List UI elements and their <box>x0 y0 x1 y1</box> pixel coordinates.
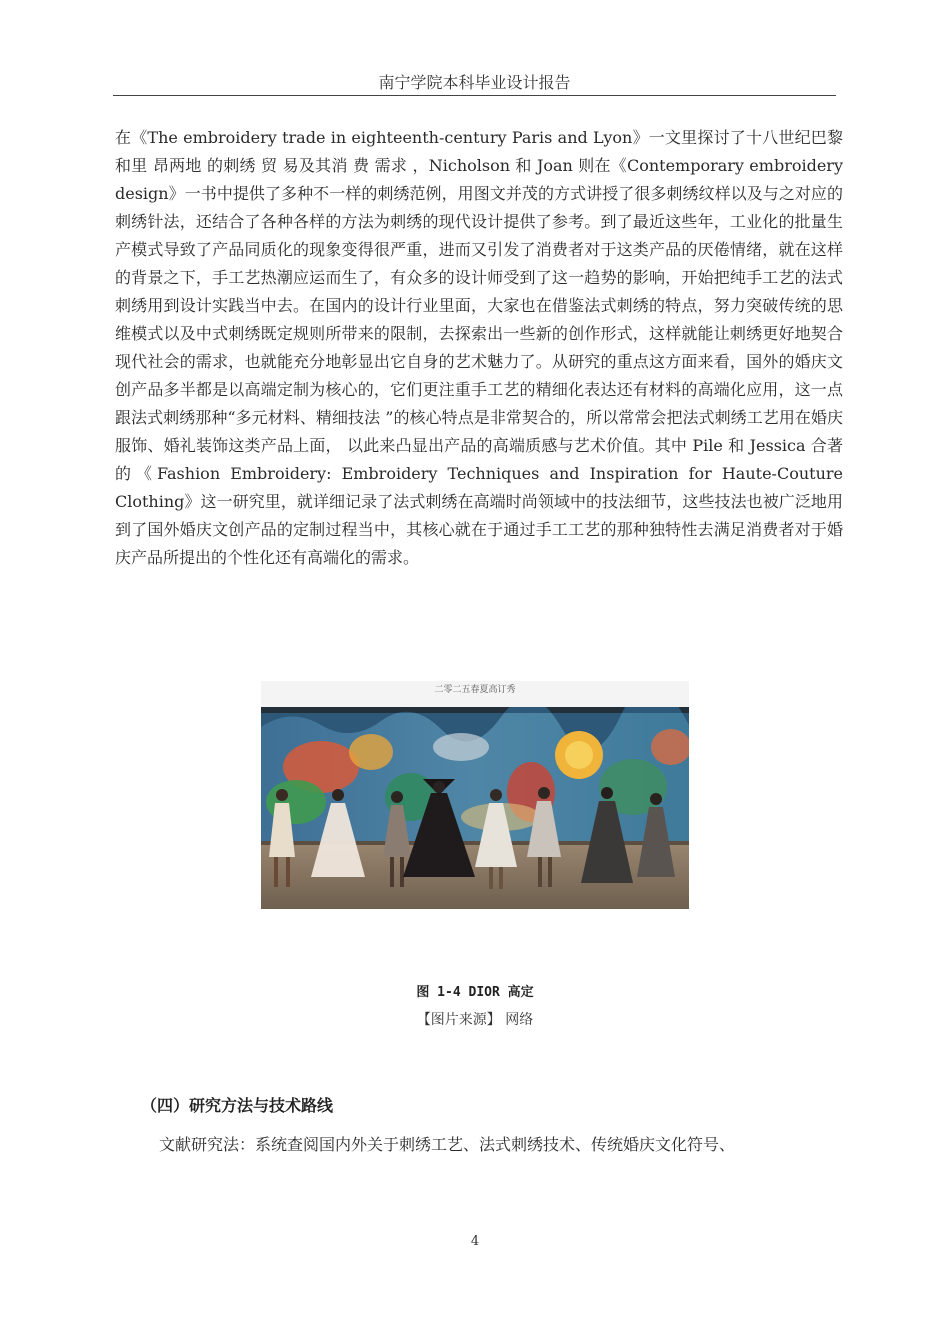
runway-photo <box>261 707 689 909</box>
figure-image-title: 二零二五春夏高订秀 <box>261 681 689 707</box>
body-paragraph: 在《The embroidery trade in eighteenth-century Paris and Lyon》一文里探讨了十八世纪巴黎和里 昂两地 的刺绣 贸 易及其消 费 需求 ，Nicholson 和 Joan 则在《Contemporary embroidery design》一书中提供了多种不一样的刺绣范例，用图文并茂的方式讲授了很多刺绣纹样以及与之对应的刺绣针法，还结合了各种各样的方法为刺绣的现代设计提供了参考。到了最近这些年，工业化的批量生产模式导致了产品同质化的现象变得很严重，进而又引发了消费者对于这类产品的厌倦情绪，就在这样的背景之下，手工艺热潮应运而生了，有众多的设计师受到了这一趋势的影响，开始把纯手工艺的法式刺绣用到设计实践当中去。在国内的设计行业里面，大家也在借鉴法式刺绣的特点，努力突破传统的思维模式以及中式刺绣既定规则所带来的限制，去探索出一些新的创作形式，这样就能让刺绣更好地契合现代社会的需求，也就能充分地彰显出它自身的艺术魅力了。从研究的重点这方面来看，国外的婚庆文创产品多半都是以高端定制为核心的，它们更注重手工艺的精细化表达还有材料的高端化应用，这一点跟法式刺绣那种“多元材料、精细技法 ”的核心特点是非常契合的，所以常常会把法式刺绣工艺用在婚庆服饰、婚礼装饰这类产品上面， 以此来凸显出产品的高端质感与艺术价值。其中 Pile 和 Jessica 合著的《Fashion Embroidery: Embroidery Techniques and Inspiration for Haute-Couture Clothing》这一研究里，就详细记录了法式刺绣在高端时尚领域中的技法细节，这些技法也被广泛地用到了国外婚庆文创产品的定制过程当中，其核心就在于通过手工工艺的那种独特性去满足消费者对于婚庆产品所提出的个性化还有高端化的需求。 <box>115 128 843 567</box>
section-heading: （四）研究方法与技术路线 <box>141 1096 334 1115</box>
figure-dior-couture <box>261 681 689 909</box>
method-paragraph: 文献研究法：系统查阅国内外关于刺绣工艺、法式刺绣技术、传统婚庆文化符号、 <box>159 1135 736 1154</box>
figure-source: 【图片来源】 网络 <box>416 1012 534 1028</box>
figure-caption: 图 1-4 DIOR 高定 <box>416 985 534 1000</box>
page-number: 4 <box>470 1234 480 1249</box>
page-header-title: 南宁学院本科毕业设计报告 <box>378 73 571 92</box>
header-divider <box>113 95 836 96</box>
